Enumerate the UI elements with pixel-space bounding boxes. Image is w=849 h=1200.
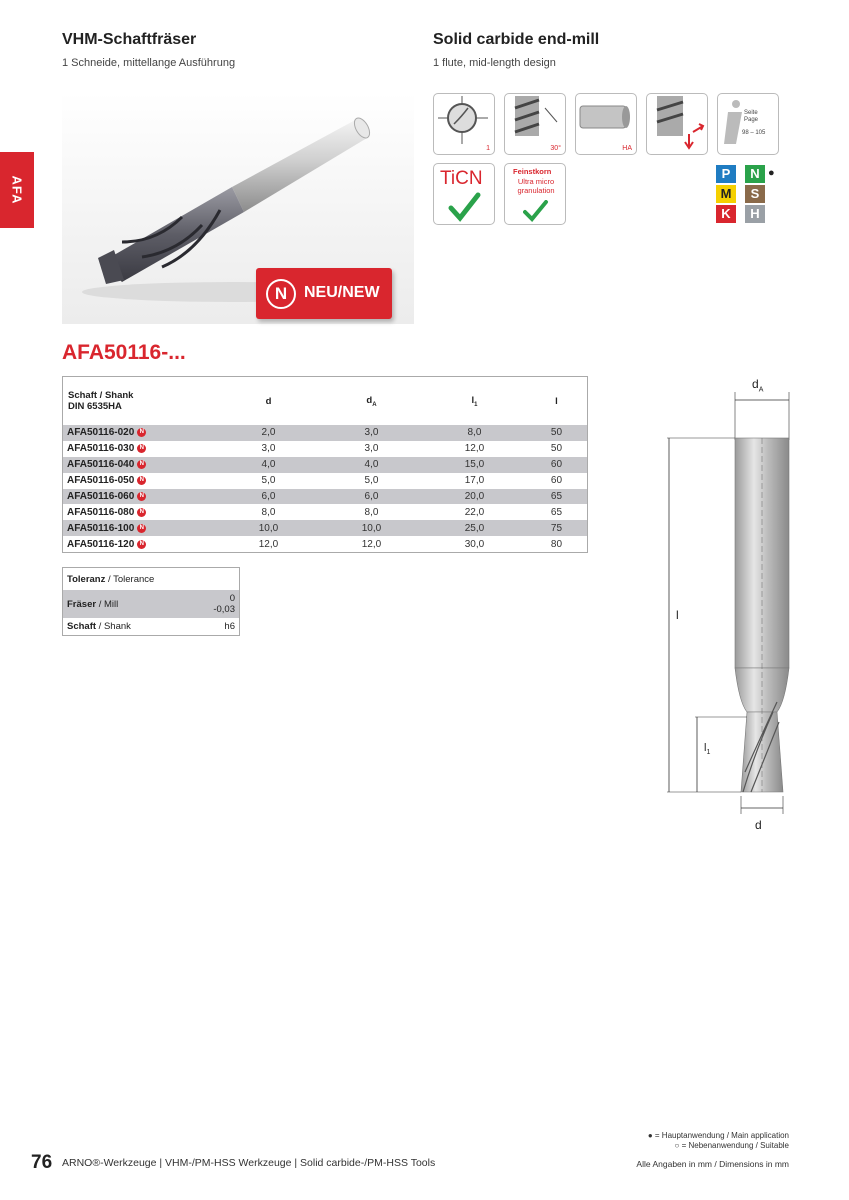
d-cell: [217, 425, 320, 441]
l-cell-value: 80: [550, 538, 563, 550]
table-row: [63, 536, 588, 552]
d-cell-value: 6,0: [261, 491, 276, 502]
drawing-da-symbol: d: [752, 377, 759, 391]
helix-angle-icon: [504, 93, 566, 155]
info-title: Seite Page: [744, 110, 759, 123]
d-cell-value: 8,0: [261, 506, 276, 518]
l1-cell-value: 17,0: [464, 475, 485, 487]
l1-cell-value: 8,0: [467, 427, 482, 439]
da-cell: [320, 520, 423, 536]
l1-header: [423, 377, 526, 426]
page-number: 76: [31, 1152, 53, 1173]
direction-arrows-icon: [647, 94, 707, 154]
tolerance-title-en: / Tolerance: [105, 573, 155, 585]
da-cell-value: 6,0: [364, 491, 379, 502]
new-marker-icon: N: [137, 508, 146, 517]
l1-cell: [423, 473, 526, 489]
da-cell: [320, 473, 423, 489]
product-code-cell: [63, 441, 218, 457]
material-h: H: [745, 205, 765, 223]
l1-cell: [423, 504, 526, 520]
checkmark-icon: [448, 192, 482, 222]
da-cell-value: 5,0: [364, 475, 379, 487]
legend-main-application: ● = Hauptanwendung / Main application: [647, 1131, 789, 1140]
l1-cell-value: 15,0: [464, 459, 485, 471]
drawing-l1-sub: 1: [706, 749, 711, 757]
shank-label-en: / Shank: [96, 621, 131, 632]
mill-label: Fräser: [67, 598, 97, 610]
section-tab-label: AFA: [9, 175, 25, 205]
tolerance-table: [62, 567, 240, 636]
d-cell-value: 5,0: [261, 475, 276, 487]
new-badge: [256, 268, 392, 319]
table-row: [63, 425, 588, 441]
d-cell-value: 10,0: [258, 522, 279, 534]
l-cell-value: 75: [550, 522, 563, 534]
product-code-cell: [63, 520, 218, 536]
mill-tolerance-upper: 0: [229, 593, 235, 604]
helix-angle-label: 30°: [550, 145, 561, 152]
table-row: [63, 489, 588, 505]
shank-tolerance: h6: [224, 621, 235, 632]
d-cell-value: 3,0: [261, 443, 276, 455]
l1-cell: [423, 489, 526, 505]
table-row: [63, 457, 588, 473]
da-cell: [320, 441, 423, 457]
l1-cell: [423, 520, 526, 536]
da-cell: [320, 504, 423, 520]
l-header: l: [555, 395, 558, 407]
d-cell-value: 2,0: [261, 427, 276, 439]
l-cell-value: 65: [550, 506, 563, 518]
din-header-label: DIN 6535HA: [68, 401, 122, 412]
new-marker-icon: N: [137, 428, 146, 437]
d-cell: [217, 489, 320, 505]
table-row: [63, 473, 588, 489]
material-s: S: [745, 185, 765, 203]
grain-subtitle: Ultra micro granulation: [517, 177, 555, 195]
l1-header-sub: 1: [474, 401, 478, 408]
new-marker-icon: N: [137, 460, 146, 469]
da-header-label: d: [366, 394, 373, 406]
new-badge-symbol: N: [266, 279, 296, 309]
tolerance-shank-row: [63, 618, 240, 636]
l-cell: [526, 441, 588, 457]
dimensions-table: [62, 376, 588, 553]
section-tab[interactable]: [0, 152, 34, 228]
table-row: [63, 504, 588, 520]
d-cell: [217, 536, 320, 552]
coating-icon: [433, 163, 495, 225]
table-row: [63, 520, 588, 536]
material-k: K: [716, 205, 736, 223]
da-cell-value: 10,0: [361, 522, 382, 534]
title-de: VHM-Schaftfräser: [62, 31, 197, 48]
d-cell: [217, 441, 320, 457]
table-row: [63, 441, 588, 457]
tolerance-title: Toleranz: [67, 573, 106, 585]
drawing-l1-symbol: l: [704, 742, 707, 754]
product-code-cell: [63, 489, 218, 505]
material-m: M: [716, 185, 736, 203]
page-info-icon[interactable]: [717, 93, 779, 155]
product-code-cell: [63, 473, 218, 489]
d-cell: [217, 504, 320, 520]
material-n: N: [745, 165, 765, 183]
title-en: Solid carbide end-mill: [433, 31, 600, 48]
product-code-cell-value: AFA50116-060: [67, 491, 135, 502]
coating-text: TiCN: [440, 168, 483, 189]
product-code-cell-value: AFA50116-100: [67, 522, 135, 534]
checkmark-icon: [523, 200, 549, 222]
footer-text: ARNO®-Werkzeuge | VHM-/PM-HSS Werkzeuge | Solid carbide-/PM-HSS Tools: [62, 1157, 436, 1169]
flute-count-label: 1: [486, 145, 490, 152]
product-code-cell: [63, 457, 218, 473]
l1-cell: [423, 425, 526, 441]
da-cell-value: 3,0: [364, 443, 379, 455]
shank-label: Schaft: [67, 621, 97, 632]
l-cell-value: 60: [550, 475, 563, 487]
mill-tolerance-lower: -0,03: [213, 604, 235, 615]
d-header: d: [265, 395, 272, 407]
new-marker-icon: N: [137, 444, 146, 453]
info-icon: [718, 94, 778, 154]
new-marker-icon: N: [137, 524, 146, 533]
product-code-cell-value: AFA50116-030: [67, 443, 135, 455]
l-cell-value: 60: [550, 459, 563, 471]
d-cell: [217, 520, 320, 536]
new-marker-icon: N: [137, 476, 146, 485]
l1-cell-value: 22,0: [464, 506, 485, 518]
material-p: P: [716, 165, 736, 183]
l1-cell-value: 25,0: [464, 522, 485, 534]
tolerance-title-row: [63, 568, 240, 591]
cutting-direction-icon: [646, 93, 708, 155]
drawing-da-sub: A: [758, 386, 764, 394]
l-cell-value: 50: [550, 443, 563, 455]
new-marker-icon: N: [137, 492, 146, 501]
l-cell-value: 65: [550, 491, 563, 502]
da-header: [320, 377, 423, 426]
d-cell: [217, 473, 320, 489]
product-code-cell-value: AFA50116-050: [67, 475, 135, 487]
new-marker-icon: N: [137, 540, 146, 549]
mill-label-en: / Mill: [96, 598, 119, 610]
product-code-cell-value: AFA50116-040: [67, 459, 135, 471]
l1-header-label: l: [471, 394, 475, 406]
da-cell-value: 4,0: [364, 459, 379, 471]
technical-drawing: [655, 372, 805, 842]
shank-type-icon: [575, 93, 637, 155]
l-cell: [526, 536, 588, 552]
l-cell: [526, 489, 588, 505]
drawing-l1-label: [704, 742, 710, 756]
l1-cell: [423, 536, 526, 552]
da-cell-value: 12,0: [361, 538, 382, 550]
product-code-cell: [63, 504, 218, 520]
subtitle-en: 1 flute, mid-length design: [433, 57, 556, 69]
da-cell-value: 3,0: [364, 427, 379, 439]
l1-cell-value: 20,0: [464, 491, 485, 502]
product-code-cell-value: AFA50116-120: [67, 538, 135, 550]
shank-header: [63, 377, 218, 426]
l-cell: [526, 504, 588, 520]
da-cell: [320, 536, 423, 552]
table-header-row: [63, 377, 588, 426]
grain-icon: [504, 163, 566, 225]
da-cell: [320, 425, 423, 441]
product-code-cell-value: AFA50116-020: [67, 427, 135, 439]
info-pages: 98 – 105: [742, 130, 766, 136]
product-code-cell: [63, 536, 218, 552]
l-cell-value: 50: [550, 427, 563, 439]
drawing-l-label: l: [676, 608, 679, 622]
drawing-d-label: d: [755, 818, 762, 832]
l-cell: [526, 520, 588, 536]
l-cell: [526, 457, 588, 473]
shank-header-label: Schaft / Shank: [68, 390, 134, 401]
da-cell: [320, 457, 423, 473]
da-cell-value: 8,0: [364, 506, 379, 518]
l1-cell-value: 30,0: [464, 538, 485, 550]
l1-cell: [423, 457, 526, 473]
flute-count-icon: [433, 93, 495, 155]
d-cell-value: 12,0: [258, 538, 279, 550]
subtitle-de: 1 Schneide, mittellange Ausführung: [62, 57, 236, 69]
d-cell-value: 4,0: [261, 459, 276, 471]
l1-cell-value: 12,0: [464, 443, 485, 455]
crosshair-icon: [434, 94, 494, 154]
product-code-heading: AFA50116-...: [62, 341, 186, 364]
da-header-sub: A: [372, 401, 377, 408]
l-cell: [526, 473, 588, 489]
da-cell: [320, 489, 423, 505]
new-badge-text: NEU/NEW: [304, 284, 380, 301]
shank-type-label: HA: [622, 145, 632, 152]
dimensions-note: Alle Angaben in mm / Dimensions in mm: [636, 1159, 789, 1169]
main-application-marker: ●: [768, 167, 775, 179]
legend-suitable: ○ = Nebenanwendung / Suitable: [674, 1141, 789, 1150]
drawing-da-label: [752, 377, 763, 393]
product-code-cell: [63, 425, 218, 441]
tolerance-mill-row: [63, 590, 240, 618]
grain-title: Feinstkorn: [513, 167, 552, 176]
l1-cell: [423, 441, 526, 457]
l-cell: [526, 425, 588, 441]
product-code-cell-value: AFA50116-080: [67, 506, 135, 518]
d-cell: [217, 457, 320, 473]
